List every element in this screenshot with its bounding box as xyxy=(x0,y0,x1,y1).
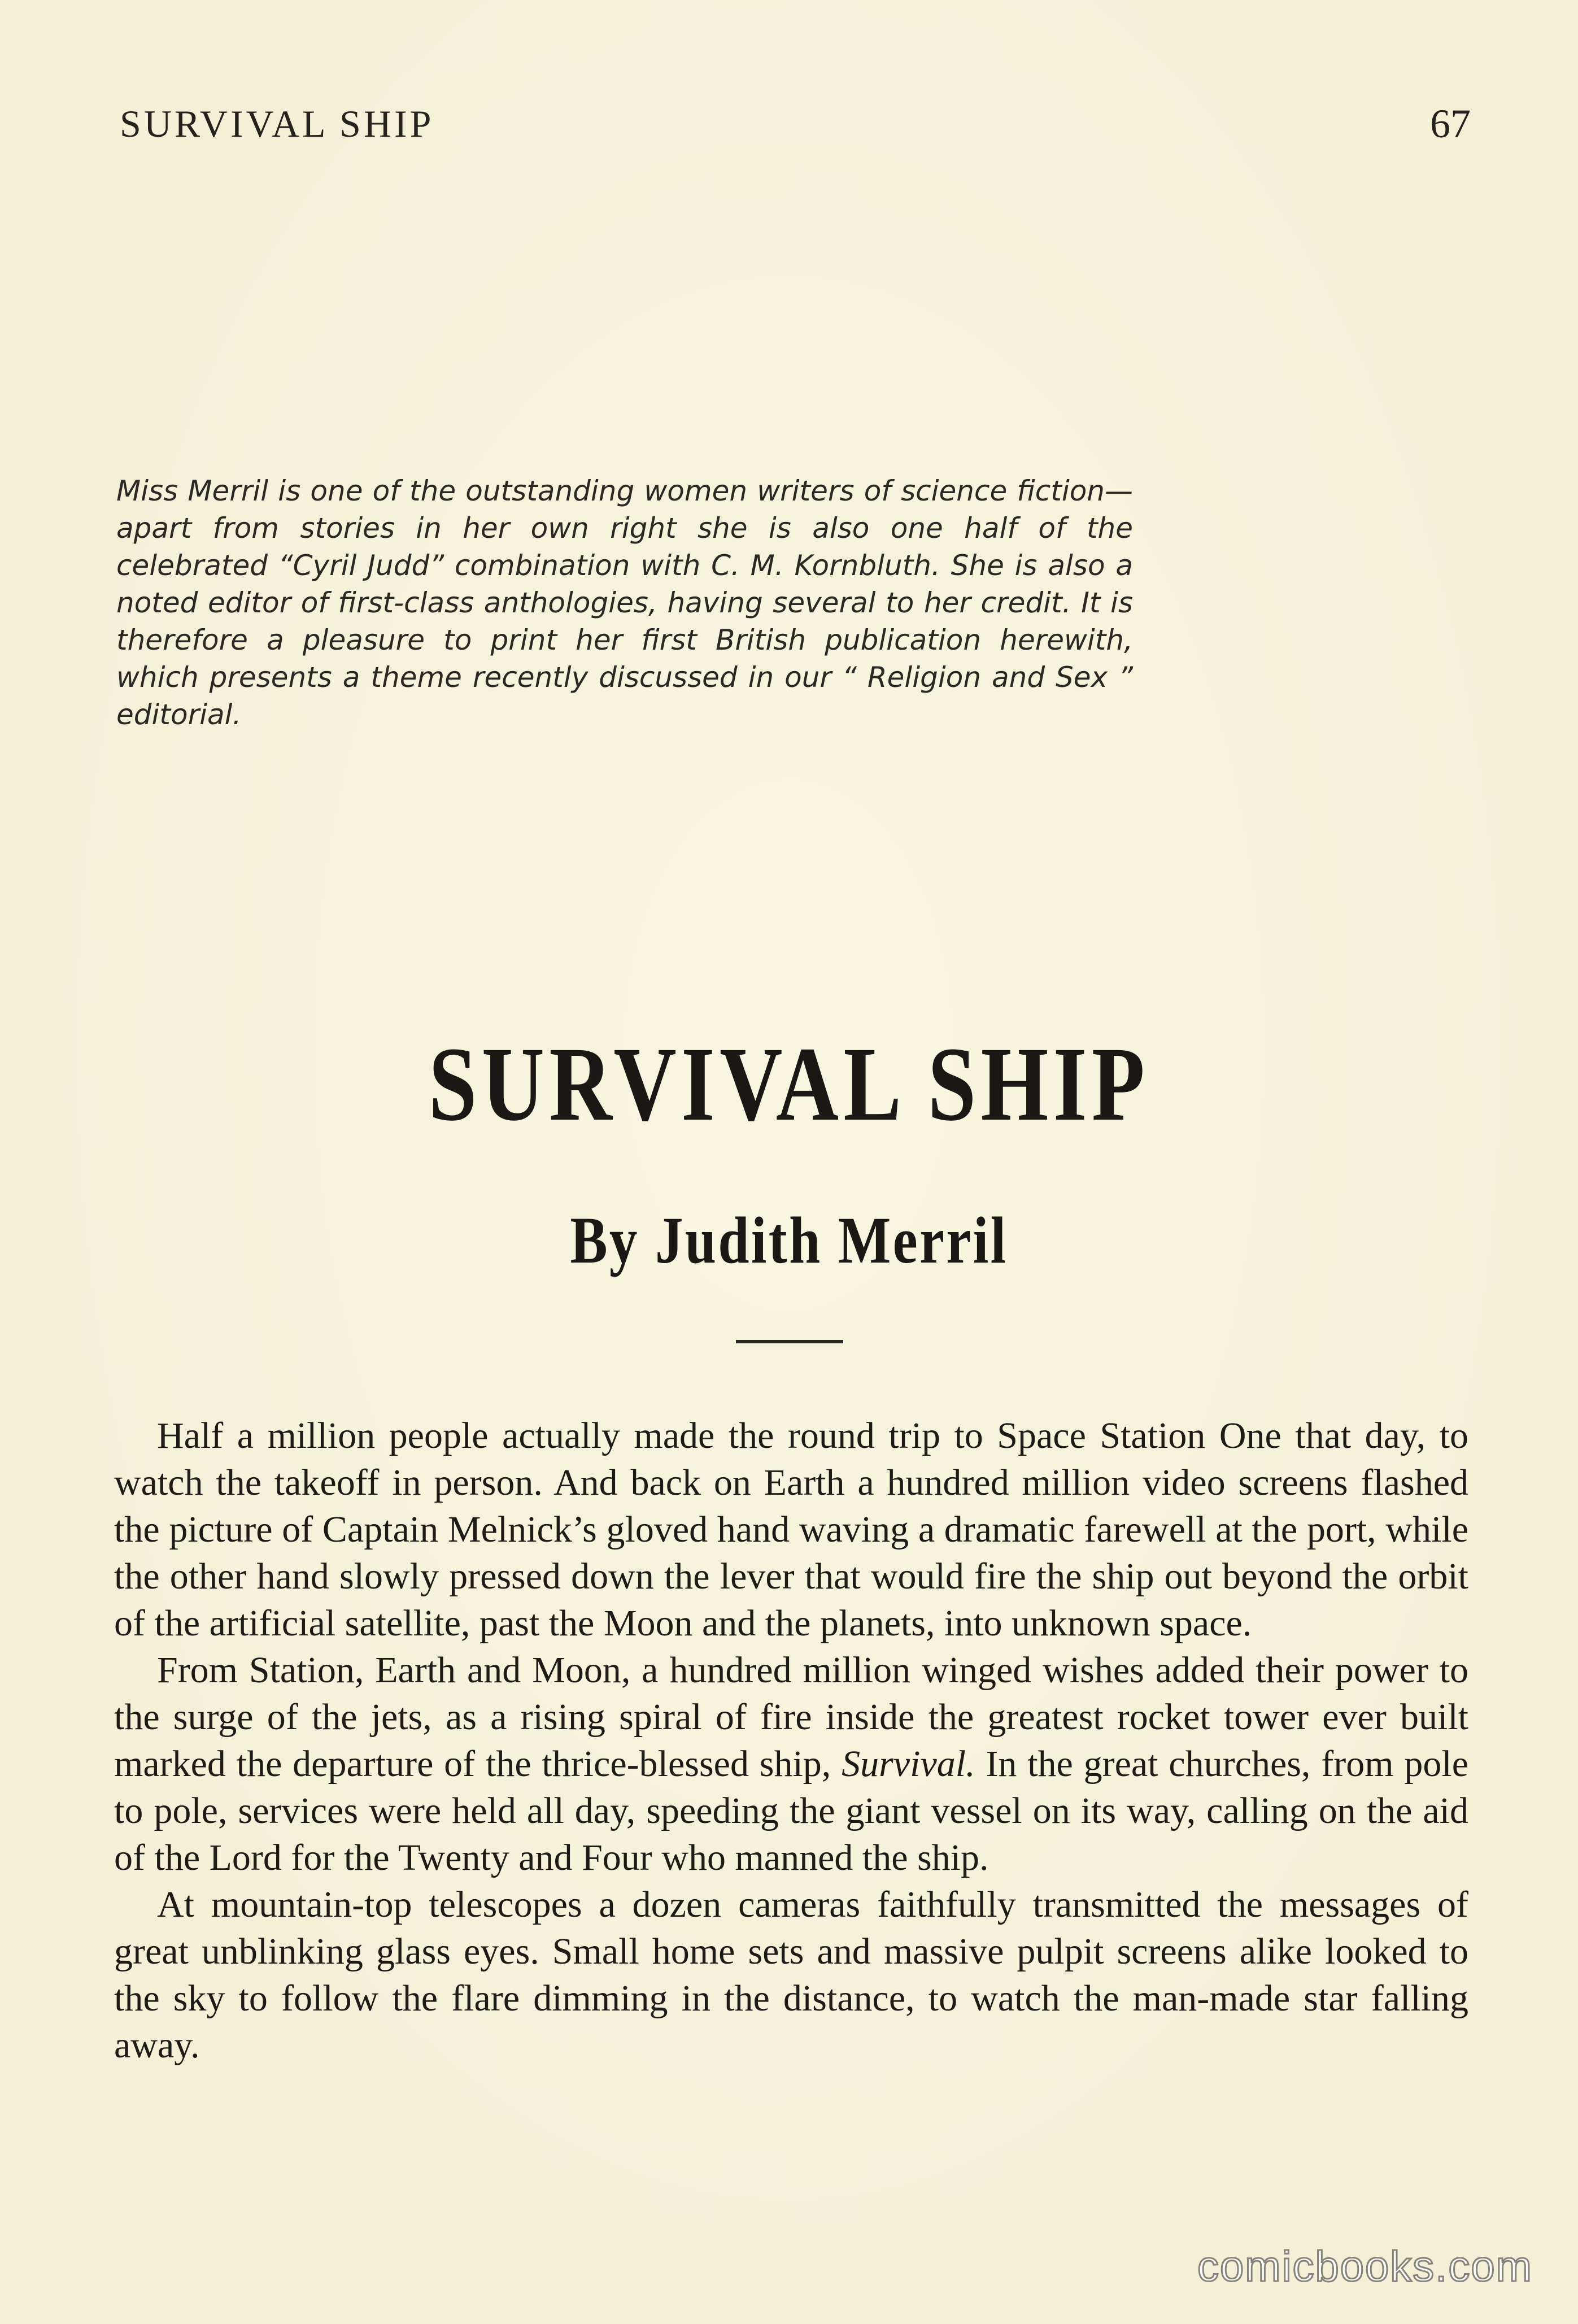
byline: By Judith Merril xyxy=(570,1203,1008,1277)
paragraph xyxy=(114,1647,1468,1881)
paragraph-text: In the great churches, from pole to pole, services were held all day, speeding the giant vessel on its way, calling on the aid of the Lord for the Twenty and Four who manned the ship. xyxy=(114,1743,1469,1878)
story-body xyxy=(114,1412,1468,2069)
paragraph-text: From Station, Earth and Moon, a hundred million winged wishes added their power to the surge of the jets, as a rising spiral of fire inside the greatest rocket tower ever built marked the departure of the thrice-blessed ship, xyxy=(114,1650,1468,1785)
running-head: SURVIVAL SHIP xyxy=(120,102,434,145)
title-rule xyxy=(736,1340,843,1343)
watermark: comicbooks.com xyxy=(1197,2243,1533,2291)
paragraph: Half a million people actually made the round trip to Space Station One that day, to watch the takeoff in person. And back on Earth a hundred million video screens flashed the picture of Captain Melnick’s gloved hand waving a dramatic farewell at the port, while the other hand slowly pressed down the lever that would fire the ship out beyond the orbit of the artificial satellite, past the Moon and the planets, into unknown space. xyxy=(114,1415,1468,1644)
paragraph: At mountain-top telescopes a dozen cameras faithfully transmitted the messages of great unblinking glass eyes. Small home sets and massive pulpit screens alike looked to the sky to follow the flare dimming in the distance, to watch the man-made star falling away. xyxy=(114,1884,1468,2066)
ship-name: Survival. xyxy=(842,1743,975,1785)
story-title: SURVIVAL SHIP xyxy=(428,1025,1150,1143)
page-number: 67 xyxy=(1430,101,1471,146)
editorial-intro: Miss Merril is one of the outstanding women writers of science fiction—apart from stories in her own right she is also one half of the celebrated “Cyril Judd” combination with C. M. Kornbluth. She is also a noted editor of first-class anthologies, having several to her credit. It is therefore a pleasure to print her first British publication herewith, which presents a theme recently discussed in our “ Religion and Sex ” editorial. xyxy=(116,475,1133,731)
